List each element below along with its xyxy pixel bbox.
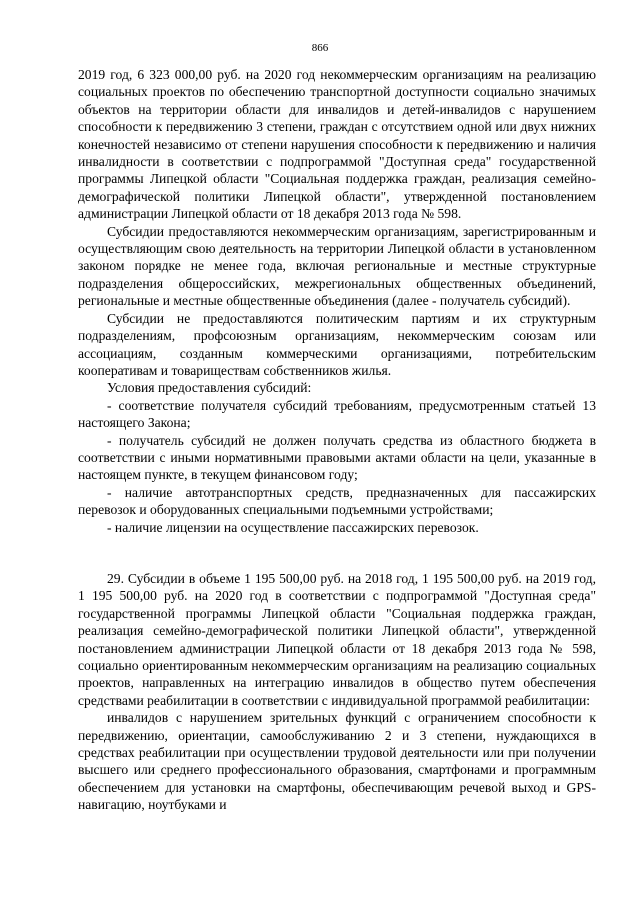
condition-item-no-other-funding: - получатель субсидий не должен получать средства из областного бюджета в соответствии с иными нормативными правовыми актами области на цели, указанные в настоящем пункте, в текущем финансовом году; <box>78 432 596 483</box>
paragraph-subsidy-exclusions: Субсидии не предоставляются политическим партиям и их структурным подразделениям, профсоюзным организациям, некоммерческим союзам или ассоциациям, созданным коммерческими организациями, потребительским кооперативам и товариществам собственников жилья. <box>78 310 596 378</box>
document-body <box>78 66 596 814</box>
page-number: 866 <box>311 42 329 54</box>
condition-item-license: - наличие лицензии на осуществление пассажирских перевозок. <box>107 519 479 535</box>
paragraph-subsidy-recipients: Субсидии предоставляются некоммерческим организациям, зарегистрированным и осуществляющим свою деятельность на территории Липецкой области в установленном законом порядке не менее года, включая региональные и местные структурные подразделения общероссийских, межрегиональных общественных объединений, региональные и местные общественные объединения (далее - получатель субсидий). <box>78 223 596 309</box>
paragraph-funding-2019-2020: 2019 год, 6 323 000,00 руб. на 2020 год некоммерческим организациям на реализацию социальных проектов по обеспечению транспортной доступности социально значимых объектов на территории области для инвалидов и детей-инвалидов с нарушением способности к передвижению 3 степени, граждан с отсутствием одной или двух нижних конечностей независимо от степени нарушения способности к передвижению и наличия инвалидности в соответствии с подпрограммой "Доступная среда" государственной программы Липецкой области "Социальная поддержка граждан, реализация семейно-демографической политики Липецкой области", утвержденной постановлением администрации Липецкой области от 18 декабря 2013 года № 598. <box>78 67 596 222</box>
paragraph-conditions-heading: Условия предоставления субсидий: <box>107 380 312 396</box>
condition-item-requirements: - соответствие получателя субсидий требованиям, предусмотренным статьей 13 настоящего Закона; <box>78 397 596 431</box>
paragraph-visual-impairment: инвалидов с нарушением зрительных функций с ограничением способности к передвижению, ориентации, самообслуживанию 2 и 3 степени, нуждающихся в средствах реабилитации при осуществлении трудовой деятельности или при получении высшего или среднего профессионального образования, смартфонами и программным обеспечением для установки на смартфоны, обеспечивающим речевой выход и GPS-навигацию, ноутбуками и <box>78 710 596 813</box>
section-gap <box>78 536 596 570</box>
condition-item-vehicles: - наличие автотранспортных средств, предназначенных для пассажирских перевозок и оборудованных специальными подъемными устройствами; <box>78 484 596 518</box>
paragraph-item-29: 29. Субсидии в объеме 1 195 500,00 руб. на 2018 год, 1 195 500,00 руб. на 2019 год, 1 195 500,00 руб. на 2020 год в соответствии с подпрограммой "Доступная среда" государственной программы Липецкой области "Социальная поддержка граждан, реализация семейно-демографической политики Липецкой области", утвержденной постановлением администрации Липецкой области от 18 декабря 2013 года № 598, социально ориентированным некоммерческим организациям на реализацию социальных проектов, направленных на интеграцию инвалидов в общество путем обеспечения средствами реабилитации в соответствии с индивидуальной программой реабилитации: <box>78 570 596 708</box>
